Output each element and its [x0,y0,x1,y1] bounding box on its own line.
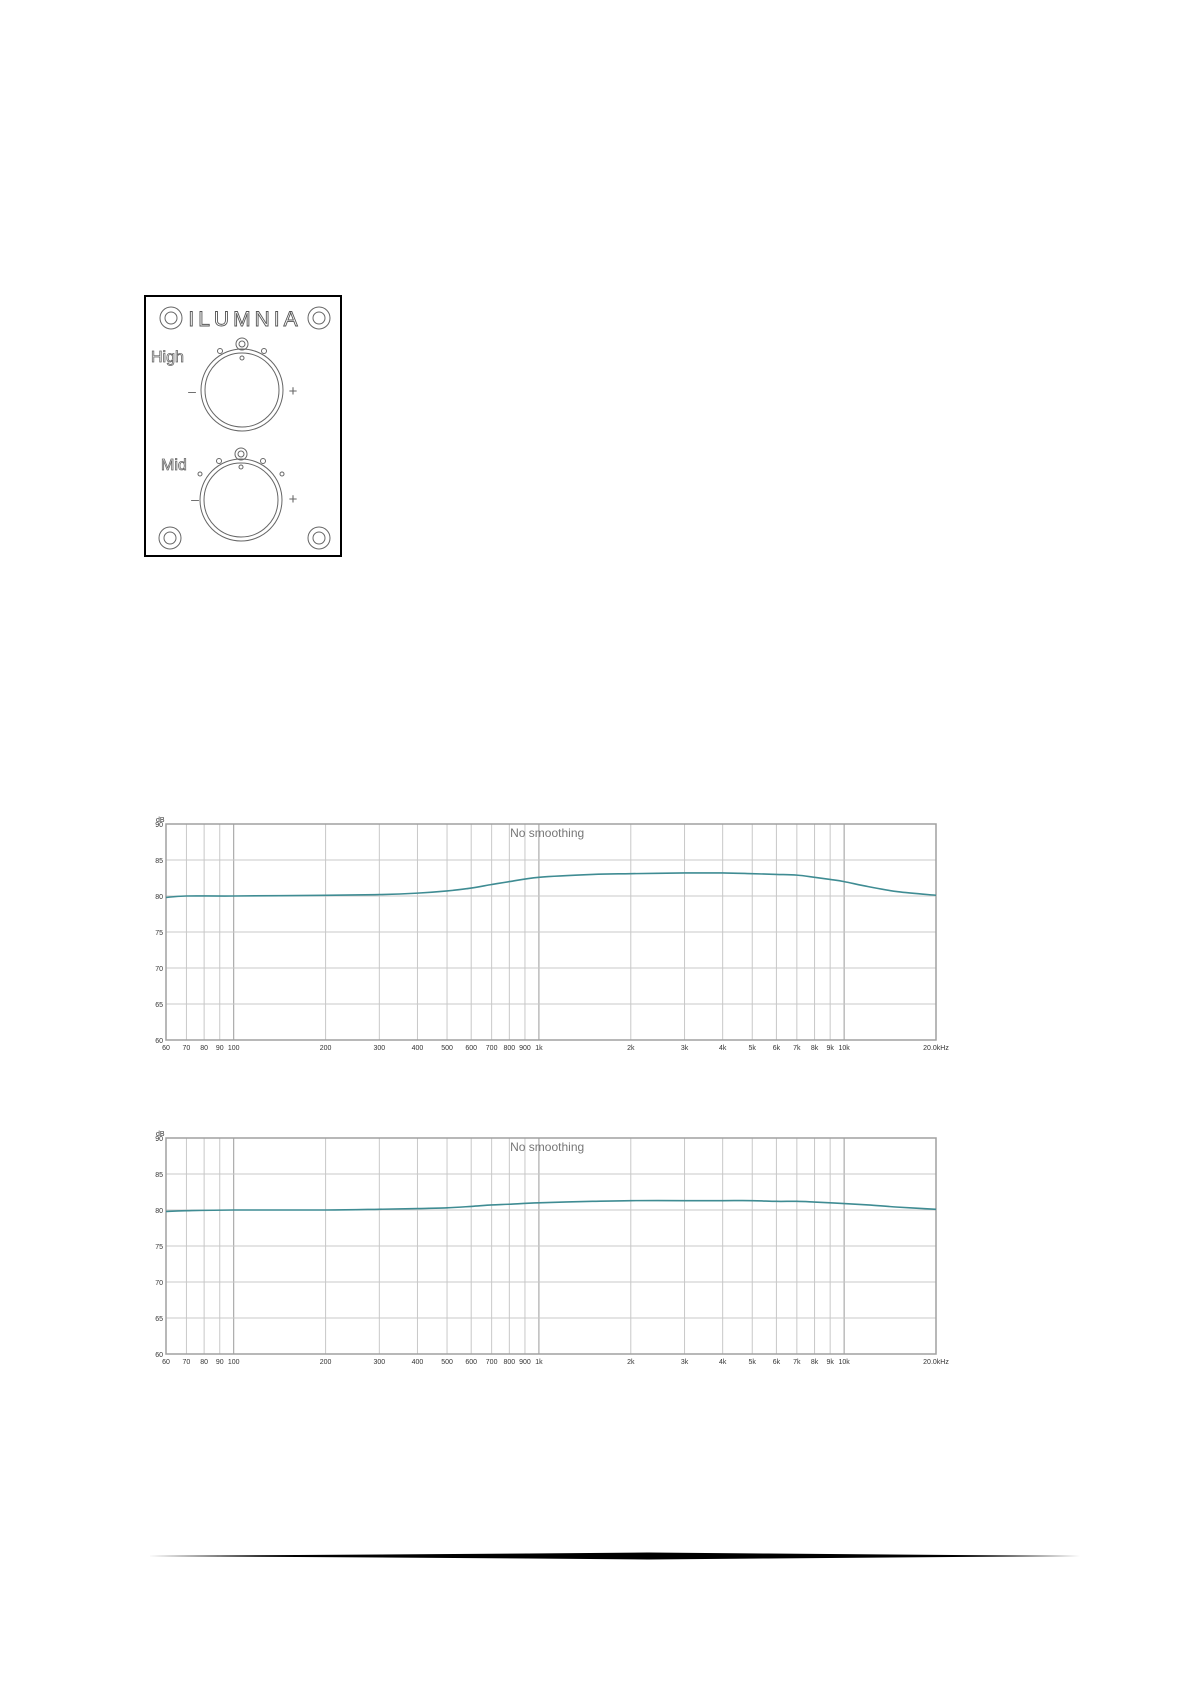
y-tick-label: 70 [155,1280,163,1287]
x-tick-label: 7k [793,1045,801,1052]
y-tick-label: 80 [155,1208,163,1215]
y-tick-label: 75 [155,930,163,937]
y-tick-label: 80 [155,894,163,901]
y-tick-label: 90 [155,822,163,829]
x-tick-label: 5k [748,1359,756,1366]
x-tick-label: 800 [503,1045,516,1052]
x-tick-label: 8k [810,1045,819,1052]
x-tick-label: 6k [772,1359,781,1366]
eq-front-panel [144,295,342,557]
high-minus-mark: – [188,383,196,399]
x-tick-label: 6k [772,1045,781,1052]
panel-brand: ILUMNIA [188,308,302,331]
y-tick-label: 85 [155,1172,163,1179]
y-tick-label: 60 [155,1352,163,1359]
front-panel-drawing [144,295,342,557]
x-tick-label: 3k [680,1359,689,1366]
x-tick-label: 60 [162,1045,170,1052]
x-tick-label: 9k [826,1359,834,1366]
y-tick-label: 85 [155,858,163,865]
x-tick-label: 70 [182,1359,191,1366]
x-tick-label: 400 [411,1045,424,1052]
x-tick-label: 10k [838,1359,850,1366]
x-tick-label: 300 [373,1045,386,1052]
x-tick-label: 700 [485,1045,498,1052]
x-tick-label: 8k [810,1359,819,1366]
frequency-response-chart-2 [140,1132,960,1372]
x-tick-label: 4k [718,1359,727,1366]
x-tick-label: 70 [182,1045,191,1052]
y-tick-label: 65 [155,1002,163,1009]
mid-knob-label: Mid [161,457,187,474]
x-tick-label: 200 [319,1359,332,1366]
y-tick-label: 70 [155,966,163,973]
x-tick-label: 100 [227,1045,240,1052]
x-tick-label: 500 [441,1359,453,1366]
x-tick-label: 800 [503,1359,516,1366]
high-plus-mark: + [288,383,298,400]
x-tick-label: 4k [718,1045,727,1052]
x-tick-label: 2k [627,1045,635,1052]
y-tick-label: 75 [155,1244,163,1251]
x-tick-label: 700 [485,1359,498,1366]
x-tick-label: 100 [227,1359,240,1366]
x-tick-label: 900 [519,1359,531,1366]
series-line [166,873,936,898]
chart-title: No smoothing [510,1140,585,1154]
footer-rule [148,1548,1080,1558]
y-axis-label: dB [156,817,165,824]
y-axis-label: dB [156,1131,165,1138]
frequency-response-chart-1 [140,818,960,1058]
x-tick-label: 80 [200,1045,209,1052]
footer-rule-line [148,1553,1080,1560]
chart-1-svg [140,818,960,1058]
x-tick-label: 600 [465,1359,478,1366]
panel-outline [145,296,341,556]
chart-2-svg [140,1132,960,1372]
x-tick-label: 200 [319,1045,332,1052]
x-tick-label: 60 [162,1359,170,1366]
high-knob-label: High [151,349,184,366]
mid-plus-mark: + [288,491,298,508]
x-tick-label: 400 [411,1359,424,1366]
x-tick-label: 300 [373,1359,386,1366]
x-tick-label: 3k [680,1045,689,1052]
chart-title: No smoothing [510,826,585,840]
x-tick-label: 600 [465,1045,478,1052]
footer-rule-svg [148,1551,1080,1561]
y-tick-label: 90 [155,1136,163,1143]
x-tick-label: 900 [519,1045,531,1052]
x-tick-label: 20.0kHz [923,1359,949,1366]
y-tick-label: 65 [155,1316,163,1323]
x-tick-label: 1k [535,1359,543,1366]
x-tick-label: 2k [627,1359,635,1366]
x-tick-label: 90 [215,1045,224,1052]
x-tick-label: 1k [535,1045,543,1052]
x-tick-label: 7k [793,1359,801,1366]
y-tick-label: 60 [155,1038,163,1045]
x-tick-label: 500 [441,1045,453,1052]
x-tick-label: 5k [748,1045,756,1052]
x-tick-label: 10k [838,1045,850,1052]
x-tick-label: 90 [215,1359,224,1366]
x-tick-label: 20.0kHz [923,1045,949,1052]
x-tick-label: 9k [826,1045,834,1052]
mid-minus-mark: – [191,491,199,507]
x-tick-label: 80 [200,1359,209,1366]
